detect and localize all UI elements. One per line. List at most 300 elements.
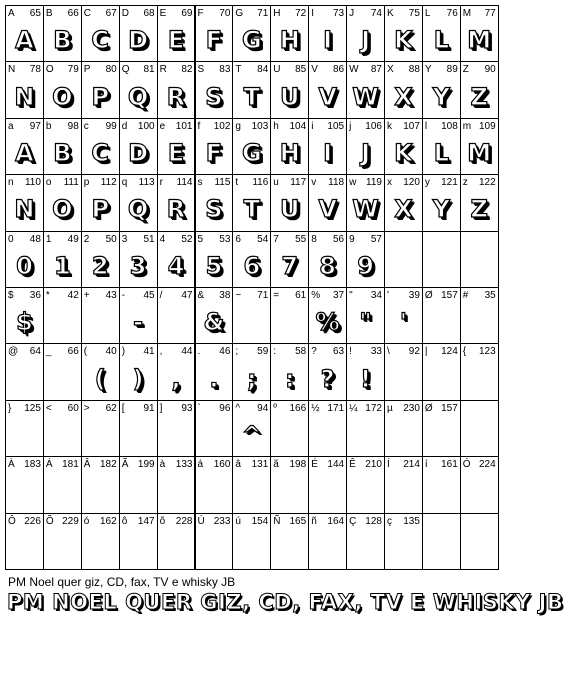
cell-label xyxy=(160,177,193,189)
cell-character: 0 xyxy=(8,233,14,245)
glyph-cell xyxy=(346,513,385,570)
cell-code: 99 xyxy=(105,120,117,132)
cell-glyph xyxy=(385,247,422,285)
cell-code: 44 xyxy=(181,346,193,358)
cell-glyph xyxy=(309,416,346,454)
cell-character: L xyxy=(424,8,431,19)
cell-code: 53 xyxy=(219,233,231,245)
cell-code: 165 xyxy=(289,515,307,527)
cell-label xyxy=(235,234,268,246)
cell-glyph xyxy=(44,416,81,454)
cell-label xyxy=(311,403,344,415)
cell-character: ¼ xyxy=(349,402,358,414)
cell-label xyxy=(311,290,344,302)
cell-label xyxy=(84,8,117,20)
cell-glyph: ! xyxy=(360,364,372,393)
cell-character: µ xyxy=(387,402,393,414)
cell-code: 100 xyxy=(137,120,155,132)
cell-glyph: N xyxy=(14,195,35,224)
cell-code: 96 xyxy=(219,402,231,414)
cell-glyph xyxy=(44,472,81,510)
cell-label xyxy=(349,346,382,358)
cell-glyph xyxy=(44,303,81,341)
cell-code: 84 xyxy=(257,64,269,76)
cell-code: 182 xyxy=(100,459,117,471)
cell-code: 135 xyxy=(403,515,420,527)
cell-character: X xyxy=(387,64,394,76)
cell-glyph xyxy=(461,303,498,341)
glyph-cell xyxy=(422,513,461,570)
cell-code: 131 xyxy=(251,459,269,471)
cell-label xyxy=(463,8,496,20)
cell-code: 144 xyxy=(327,459,345,471)
cell-glyph: ' xyxy=(399,308,408,337)
cell-character: . xyxy=(197,346,201,358)
cell-label xyxy=(84,234,117,246)
cell-label xyxy=(160,8,193,20)
cell-code: 61 xyxy=(295,290,307,301)
glyph-cell xyxy=(43,61,82,118)
cell-code: 110 xyxy=(24,177,41,189)
cell-code: 181 xyxy=(62,459,79,471)
cell-code: 69 xyxy=(181,8,193,19)
cell-code: 35 xyxy=(484,290,496,301)
cell-label xyxy=(84,64,117,76)
cell-character: l xyxy=(424,120,428,132)
cell-label xyxy=(198,290,231,302)
cell-glyph: W xyxy=(352,82,379,111)
cell-glyph: - xyxy=(133,308,144,337)
cell-glyph: X xyxy=(394,195,413,224)
glyph-cell xyxy=(43,287,82,344)
cell-glyph xyxy=(233,529,270,567)
cell-glyph: % xyxy=(315,308,340,337)
cell-character: ) xyxy=(121,346,126,358)
glyph-cell xyxy=(195,118,234,175)
cell-character: v xyxy=(311,177,317,189)
glyph-cell xyxy=(232,118,271,175)
glyph-cell xyxy=(157,174,196,231)
cell-character: / xyxy=(159,290,163,301)
cell-glyph xyxy=(120,472,157,510)
glyph-cell xyxy=(460,5,499,62)
cell-glyph xyxy=(423,472,460,510)
cell-label xyxy=(46,121,79,133)
cell-character: R xyxy=(159,64,167,76)
cell-glyph xyxy=(158,472,195,510)
cell-glyph xyxy=(196,472,233,510)
glyph-cell xyxy=(232,231,271,288)
cell-label xyxy=(311,64,344,76)
cell-glyph: E xyxy=(167,138,185,167)
cell-code: 229 xyxy=(62,515,79,527)
glyph-cell xyxy=(232,343,271,400)
glyph-cell xyxy=(422,61,461,118)
cell-glyph xyxy=(196,416,233,454)
cell-code: 116 xyxy=(252,177,269,189)
glyph-cell xyxy=(308,343,347,400)
glyph-cell xyxy=(119,5,158,62)
cell-label xyxy=(387,177,420,189)
cell-label xyxy=(160,346,193,358)
cell-glyph: J xyxy=(361,138,370,167)
sample-display-text: PM NOEL QUER GIZ, CD, FAX, TV E WHISKY JB xyxy=(7,590,564,614)
glyph-cell xyxy=(346,174,385,231)
cell-code: 85 xyxy=(295,64,307,76)
cell-character: 9 xyxy=(349,233,355,245)
cell-code: 46 xyxy=(219,346,231,358)
cell-character: : xyxy=(273,346,277,358)
cell-character: - xyxy=(121,290,126,301)
glyph-cell xyxy=(232,5,271,62)
glyph-cell xyxy=(384,456,423,513)
cell-character: ô xyxy=(121,515,128,527)
glyph-cell xyxy=(308,174,347,231)
cell-character: Á xyxy=(45,459,53,471)
glyph-cell xyxy=(308,287,347,344)
cell-code: 103 xyxy=(251,120,269,132)
cell-code: 108 xyxy=(441,120,458,132)
cell-glyph: O xyxy=(52,82,73,111)
cell-code: 56 xyxy=(332,233,345,245)
cell-code: 154 xyxy=(251,515,269,527)
cell-label xyxy=(235,177,268,189)
glyph-cell xyxy=(346,456,385,513)
glyph-cell xyxy=(270,231,309,288)
cell-label xyxy=(349,64,382,76)
cell-glyph: C xyxy=(91,26,110,55)
glyph-cell xyxy=(384,174,423,231)
glyph-cell xyxy=(157,231,196,288)
cell-character: Â xyxy=(83,459,91,471)
cell-label xyxy=(235,290,268,302)
cell-label xyxy=(235,64,268,76)
cell-character: Ã xyxy=(121,459,129,471)
cell-glyph: Z xyxy=(470,195,488,224)
cell-label xyxy=(84,121,117,133)
cell-code: 71 xyxy=(257,290,269,301)
cell-character: í xyxy=(424,459,428,471)
cell-glyph xyxy=(461,247,498,285)
glyph-cell xyxy=(195,513,234,570)
cell-label xyxy=(349,177,382,189)
cell-character: É xyxy=(311,459,318,471)
cell-character: 3 xyxy=(121,233,128,245)
cell-label xyxy=(198,64,231,76)
cell-label xyxy=(122,234,155,246)
cell-character: S xyxy=(197,64,205,76)
cell-character: g xyxy=(235,120,241,132)
cell-character: E xyxy=(159,8,167,19)
cell-glyph: E xyxy=(167,26,185,55)
cell-label xyxy=(387,64,420,76)
cell-label xyxy=(160,459,193,471)
cell-character: 1 xyxy=(45,233,52,245)
cell-code: 106 xyxy=(365,120,382,132)
cell-label xyxy=(235,403,268,415)
cell-label xyxy=(349,459,382,471)
cell-character: Í xyxy=(387,459,390,471)
cell-code: 66 xyxy=(67,346,79,358)
cell-code: 34 xyxy=(370,290,382,301)
cell-character: m xyxy=(462,120,472,132)
cell-label xyxy=(122,459,155,471)
glyph-cell xyxy=(43,400,82,457)
cell-label xyxy=(273,290,306,302)
cell-character: Ø xyxy=(424,290,433,301)
glyph-cell xyxy=(308,400,347,457)
cell-label xyxy=(425,121,458,133)
glyph-cell xyxy=(157,5,196,62)
glyph-cell xyxy=(195,287,234,344)
cell-character: T xyxy=(235,64,242,76)
cell-label xyxy=(46,290,79,302)
glyph-cell xyxy=(308,5,347,62)
cell-character: t xyxy=(235,177,239,189)
cell-character: Ú xyxy=(197,515,205,527)
cell-label xyxy=(122,177,155,189)
cell-label xyxy=(160,234,193,246)
cell-label xyxy=(311,121,344,133)
glyph-cell xyxy=(422,287,461,344)
cell-character: ã xyxy=(273,459,279,471)
cell-character: J xyxy=(349,8,355,19)
cell-character: P xyxy=(83,64,91,76)
cell-code: 160 xyxy=(213,459,231,471)
cell-character: H xyxy=(273,8,281,19)
cell-label xyxy=(84,516,117,528)
cell-glyph: Y xyxy=(432,195,451,224)
cell-label xyxy=(198,346,231,358)
glyph-cell xyxy=(384,400,423,457)
cell-character: C xyxy=(83,8,92,19)
glyph-cell xyxy=(119,287,158,344)
cell-character: f xyxy=(197,120,201,132)
cell-code: 36 xyxy=(29,290,41,301)
cell-character: 6 xyxy=(235,233,241,245)
cell-code: 67 xyxy=(105,8,117,19)
cell-character: ! xyxy=(349,346,352,358)
cell-label xyxy=(122,290,155,302)
cell-glyph: U xyxy=(279,82,300,111)
cell-code: 80 xyxy=(105,64,117,76)
cell-label xyxy=(311,346,344,358)
cell-code: 198 xyxy=(289,459,307,471)
glyph-cell xyxy=(270,61,309,118)
glyph-cell xyxy=(81,343,120,400)
cell-glyph: 7 xyxy=(281,251,299,280)
cell-code: 37 xyxy=(332,290,345,301)
cell-glyph xyxy=(347,416,384,454)
cell-code: 210 xyxy=(365,459,382,471)
cell-glyph: Z xyxy=(470,82,488,111)
cell-glyph xyxy=(82,529,119,567)
glyph-cell xyxy=(270,513,309,570)
cell-label xyxy=(46,459,79,471)
glyph-cell xyxy=(81,513,120,570)
cell-glyph xyxy=(120,529,157,567)
cell-code: 41 xyxy=(143,346,155,358)
cell-code: 164 xyxy=(327,515,345,527)
cell-label xyxy=(387,346,420,358)
cell-code: 68 xyxy=(143,8,155,19)
glyph-cell xyxy=(346,287,385,344)
cell-character: 2 xyxy=(83,233,90,245)
cell-character: y xyxy=(424,177,430,189)
glyph-cell xyxy=(422,343,461,400)
cell-character: ( xyxy=(83,346,88,358)
cell-label xyxy=(198,459,231,471)
cell-character: õ xyxy=(159,515,166,527)
cell-glyph xyxy=(82,472,119,510)
cell-label xyxy=(463,459,496,471)
cell-character: Ç xyxy=(349,515,357,527)
cell-code: 87 xyxy=(370,64,382,76)
sample-caption: PM Noel quer giz, CD, fax, TV e whisky JB xyxy=(8,575,236,589)
cell-character: \ xyxy=(387,346,390,358)
cell-glyph: I xyxy=(323,26,333,55)
cell-character: + xyxy=(83,290,90,301)
glyph-cell xyxy=(119,400,158,457)
cell-label xyxy=(463,121,496,133)
cell-label xyxy=(8,346,41,358)
glyph-cell xyxy=(195,343,234,400)
cell-code: 64 xyxy=(29,346,41,358)
cell-code: 51 xyxy=(143,233,155,245)
cell-code: 73 xyxy=(332,8,345,19)
cell-label xyxy=(8,64,41,76)
glyph-cell xyxy=(460,231,499,288)
cell-character: V xyxy=(311,64,318,76)
cell-label xyxy=(122,516,155,528)
cell-glyph xyxy=(423,359,460,397)
cell-glyph: ; xyxy=(247,364,257,393)
cell-label xyxy=(8,234,41,246)
cell-glyph: I xyxy=(323,138,333,167)
cell-glyph xyxy=(44,529,81,567)
cell-code: 118 xyxy=(328,177,345,189)
cell-label xyxy=(46,516,79,528)
cell-character: Z xyxy=(462,64,469,76)
glyph-cell xyxy=(119,174,158,231)
glyph-cell xyxy=(5,118,44,175)
glyph-cell xyxy=(43,456,82,513)
cell-character: % xyxy=(311,290,321,301)
cell-code: 233 xyxy=(213,515,231,527)
cell-character: w xyxy=(349,177,357,189)
cell-code: 40 xyxy=(105,346,117,358)
cell-character: ^ xyxy=(235,402,241,414)
cell-glyph xyxy=(233,303,270,341)
cell-character: u xyxy=(273,177,279,189)
glyph-cell xyxy=(422,174,461,231)
cell-code: 94 xyxy=(257,402,269,414)
cell-label xyxy=(84,459,117,471)
cell-label xyxy=(84,403,117,415)
cell-glyph: O xyxy=(52,195,73,224)
cell-glyph xyxy=(309,472,346,510)
glyph-cell xyxy=(43,513,82,570)
cell-glyph xyxy=(6,472,43,510)
cell-label xyxy=(8,177,41,189)
cell-glyph: : xyxy=(284,364,295,393)
glyph-cell xyxy=(270,118,309,175)
cell-code: 78 xyxy=(29,64,41,76)
cell-label xyxy=(425,516,458,528)
cell-code: 47 xyxy=(181,290,193,301)
cell-glyph: & xyxy=(203,308,225,337)
cell-glyph xyxy=(82,303,119,341)
cell-label xyxy=(160,121,193,133)
cell-label xyxy=(273,121,306,133)
cell-code: 39 xyxy=(408,290,420,301)
cell-label xyxy=(387,234,420,246)
glyph-cell xyxy=(346,343,385,400)
cell-glyph xyxy=(233,472,270,510)
cell-character: a xyxy=(8,120,14,132)
cell-character: G xyxy=(235,8,244,19)
glyph-cell xyxy=(43,231,82,288)
cell-glyph: V xyxy=(318,82,337,111)
glyph-cell xyxy=(119,456,158,513)
glyph-cell xyxy=(119,118,158,175)
cell-label xyxy=(273,8,306,20)
cell-code: 86 xyxy=(332,64,345,76)
cell-glyph: . xyxy=(209,364,219,393)
cell-label xyxy=(273,459,306,471)
glyph-cell xyxy=(81,287,120,344)
cell-glyph xyxy=(423,529,460,567)
cell-code: 74 xyxy=(370,8,382,19)
cell-character: k xyxy=(387,120,392,132)
glyph-cell xyxy=(460,513,499,570)
cell-code: 161 xyxy=(441,459,458,471)
cell-label xyxy=(46,177,79,189)
cell-character: ½ xyxy=(311,402,320,414)
cell-glyph: Y xyxy=(432,82,451,111)
cell-character: ? xyxy=(311,346,317,358)
cell-label xyxy=(198,8,231,20)
cell-glyph xyxy=(423,303,460,341)
glyph-cell xyxy=(422,400,461,457)
glyph-cell xyxy=(232,513,271,570)
cell-glyph: U xyxy=(279,195,300,224)
cell-glyph: L xyxy=(433,138,449,167)
cell-code: 114 xyxy=(176,177,193,189)
cell-code: 111 xyxy=(63,177,79,189)
cell-code: 113 xyxy=(138,177,155,189)
cell-label xyxy=(122,403,155,415)
cell-glyph: F xyxy=(205,138,223,167)
glyph-cell xyxy=(157,118,196,175)
glyph-cell xyxy=(81,5,120,62)
cell-glyph: X xyxy=(394,82,413,111)
cell-glyph xyxy=(423,247,460,285)
cell-code: 90 xyxy=(484,64,496,76)
cell-glyph xyxy=(385,416,422,454)
cell-glyph xyxy=(271,472,308,510)
cell-glyph: R xyxy=(166,195,186,224)
cell-character: Y xyxy=(424,64,432,76)
cell-label xyxy=(198,177,231,189)
cell-code: 33 xyxy=(370,346,382,358)
cell-label xyxy=(463,290,496,302)
glyph-cell xyxy=(308,61,347,118)
glyph-cell xyxy=(195,231,234,288)
cell-label xyxy=(122,121,155,133)
cell-code: 121 xyxy=(441,177,458,189)
cell-glyph xyxy=(6,529,43,567)
